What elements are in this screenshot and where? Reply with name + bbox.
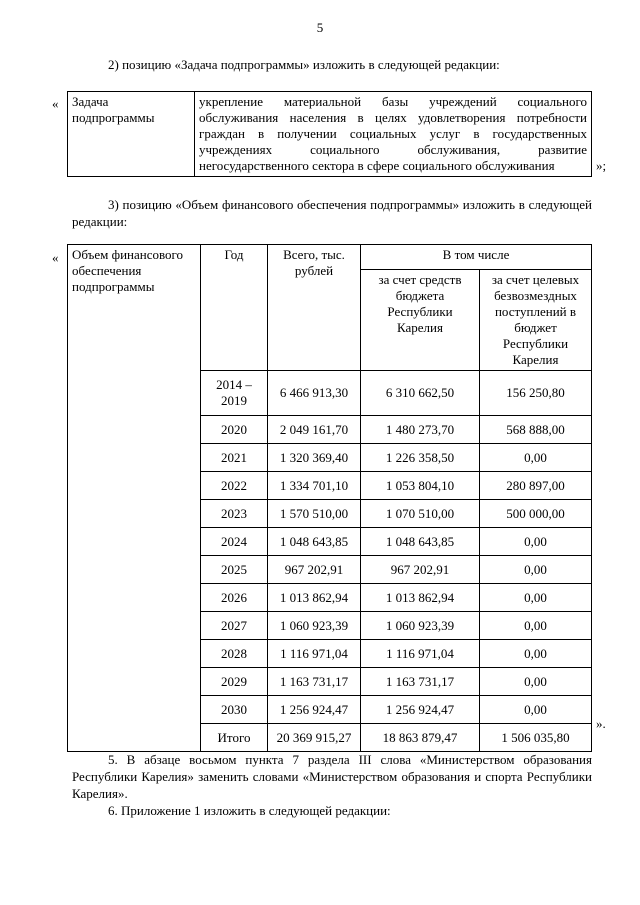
cell-grants: 0,00	[480, 584, 592, 612]
cell-year: 2014 – 2019	[201, 371, 268, 416]
cell-grants: 0,00	[480, 444, 592, 472]
cell-total: 1 256 924,47	[268, 696, 361, 724]
cell-grants: 0,00	[480, 528, 592, 556]
paragraph-5: 5. В абзаце восьмом пункта 7 раздела III слова «Министерством образования Республики Карелия» заменить словами «Министерством образования и спорта Республики Карелия».	[72, 752, 592, 801]
finance-close-quote: ».	[596, 716, 606, 731]
cell-total: 2 049 161,70	[268, 416, 361, 444]
cell-year: 2027	[201, 612, 268, 640]
cell-total: 967 202,91	[268, 556, 361, 584]
paragraph-2: 2) позицию «Задача подпрограммы» изложить в следующей редакции:	[108, 57, 500, 72]
cell-grants: 0,00	[480, 668, 592, 696]
page-number: 5	[316, 20, 324, 35]
cell-total: 1 013 862,94	[268, 584, 361, 612]
cell-year: 2025	[201, 556, 268, 584]
header-grants: за счет целевых безвозмездных поступлений в бюджет Республики Карелия	[480, 270, 592, 371]
cell-grants: 156 250,80	[480, 371, 592, 416]
finance-table	[67, 244, 592, 752]
cell-budget: 1 226 358,50	[361, 444, 480, 472]
paragraph-6: 6. Приложение 1 изложить в следующей редакции:	[108, 803, 391, 818]
finance-label: Объем финансового обеспечения подпрограммы	[68, 245, 201, 752]
cell-budget: 1 013 862,94	[361, 584, 480, 612]
cell-grants: 500 000,00	[480, 500, 592, 528]
cell-budget: 1 053 804,10	[361, 472, 480, 500]
cell-year: 2024	[201, 528, 268, 556]
cell-budget: 1 060 923,39	[361, 612, 480, 640]
cell-total: 20 369 915,27	[268, 724, 361, 752]
cell-year: 2023	[201, 500, 268, 528]
cell-budget: 1 116 971,04	[361, 640, 480, 668]
cell-grants: 568 888,00	[480, 416, 592, 444]
cell-grants: 280 897,00	[480, 472, 592, 500]
cell-total: 1 060 923,39	[268, 612, 361, 640]
cell-budget: 1 070 510,00	[361, 500, 480, 528]
cell-budget: 1 256 924,47	[361, 696, 480, 724]
task-text: укрепление материальной базы учреждений социального обслуживания населения в целях удовлетворения потребности граждан в получении социальных услуг в государственных учреждениях социального обслуживания, развитие негосударственного сектора в сфере социального обслуживания	[195, 92, 592, 177]
cell-year: 2030	[201, 696, 268, 724]
cell-total: 1 320 369,40	[268, 444, 361, 472]
cell-year: Итого	[201, 724, 268, 752]
cell-year: 2028	[201, 640, 268, 668]
finance-open-quote: «	[52, 250, 59, 265]
task-table	[67, 91, 592, 177]
header-including: В том числе	[361, 245, 592, 270]
header-budget: за счет средств бюджета Республики Карелия	[361, 270, 480, 371]
cell-year: 2026	[201, 584, 268, 612]
cell-total: 1 570 510,00	[268, 500, 361, 528]
cell-total: 1 116 971,04	[268, 640, 361, 668]
cell-budget: 6 310 662,50	[361, 371, 480, 416]
cell-total: 6 466 913,30	[268, 371, 361, 416]
cell-grants: 0,00	[480, 612, 592, 640]
header-year: Год	[201, 245, 268, 371]
cell-grants: 0,00	[480, 556, 592, 584]
cell-total: 1 048 643,85	[268, 528, 361, 556]
cell-budget: 1 048 643,85	[361, 528, 480, 556]
cell-year: 2029	[201, 668, 268, 696]
cell-grants: 1 506 035,80	[480, 724, 592, 752]
cell-total: 1 334 701,10	[268, 472, 361, 500]
cell-year: 2020	[201, 416, 268, 444]
cell-budget: 1 163 731,17	[361, 668, 480, 696]
cell-grants: 0,00	[480, 640, 592, 668]
cell-year: 2022	[201, 472, 268, 500]
cell-budget: 18 863 879,47	[361, 724, 480, 752]
task-label: Задача подпрограммы	[68, 92, 195, 177]
header-total: Всего, тыс. рублей	[268, 245, 361, 371]
cell-total: 1 163 731,17	[268, 668, 361, 696]
cell-budget: 967 202,91	[361, 556, 480, 584]
cell-year: 2021	[201, 444, 268, 472]
cell-budget: 1 480 273,70	[361, 416, 480, 444]
task-close-quote: »;	[596, 158, 607, 173]
task-open-quote: «	[52, 96, 59, 111]
paragraph-3: 3) позицию «Объем финансового обеспечения подпрограммы» изложить в следующей редакции:	[72, 197, 592, 229]
cell-grants: 0,00	[480, 696, 592, 724]
